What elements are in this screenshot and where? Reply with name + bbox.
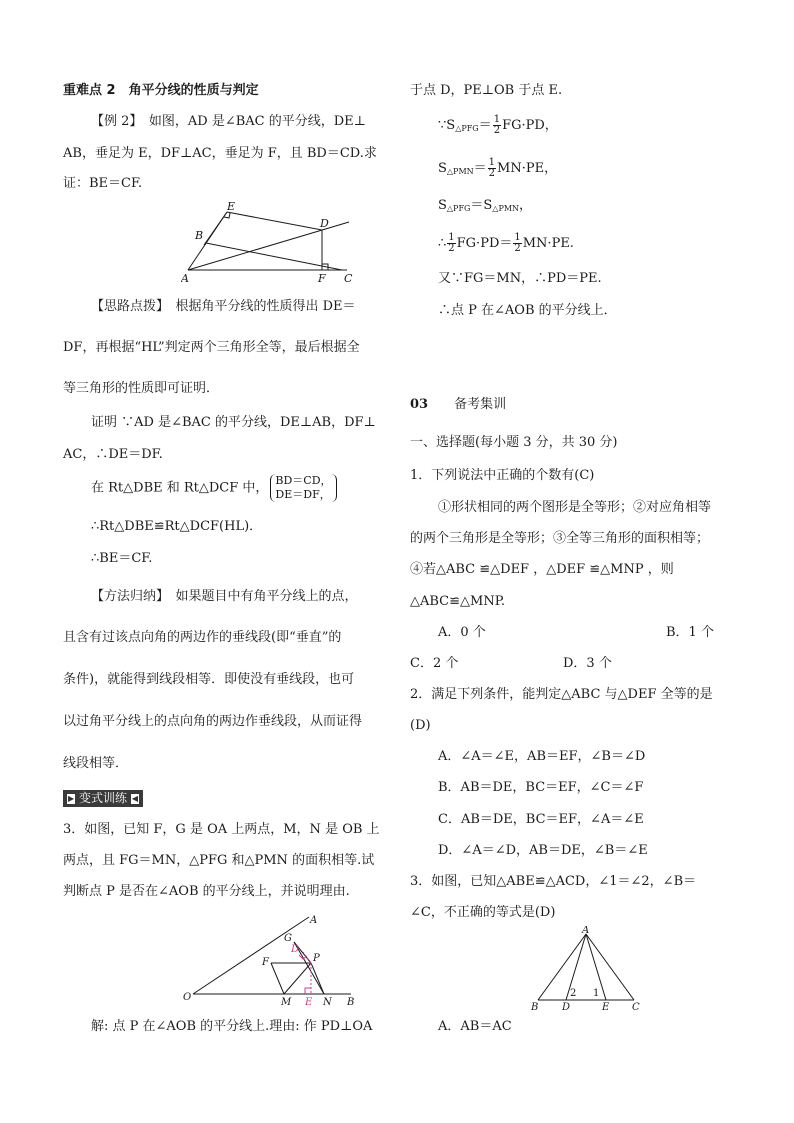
fig1-label-b: B: [195, 229, 204, 242]
fig1-seg-eb: [204, 212, 227, 245]
eq4-tail: MN·PE.: [522, 236, 574, 251]
fig2-label-p: P: [313, 953, 320, 964]
proof-conclusion: ∴BE＝CF.: [91, 551, 153, 566]
fig3-label-e: E: [602, 1002, 610, 1013]
fraction-numerator: 1: [488, 157, 496, 168]
equation-1: [438, 115, 558, 138]
eq4-half-fraction-1: [447, 233, 455, 254]
q2-option-d: D．∠A＝∠D，AB＝DE，∠B＝∠E: [438, 843, 648, 858]
fig1-label-c: C: [344, 272, 353, 285]
section-number: 03: [410, 397, 429, 412]
fig3-side-ab: [538, 934, 586, 1000]
fig3-label-c: C: [632, 1002, 640, 1013]
eq3-part-a: S: [438, 198, 447, 213]
method-line-5: 线段相等．: [63, 756, 129, 771]
fig1-seg-ed: [227, 212, 322, 230]
section-title: 备考集训: [454, 397, 507, 412]
proof-brace-line-2: DE＝DF，: [275, 488, 331, 501]
fraction-denominator: 2: [493, 125, 501, 136]
figure-triangle-bisector: [181, 200, 356, 285]
method-line-4: 以过角平分线上的点向角的两边作垂线段，从而证得: [63, 714, 363, 729]
variant-tag-label: 变式训练: [78, 791, 127, 805]
section-header: [410, 396, 506, 414]
proof-brace-line-1: BD＝CD，: [275, 474, 332, 487]
proof-line-2: AC，∴DE＝DF.: [63, 447, 163, 462]
fraction-numerator: 1: [448, 232, 455, 243]
fig2-label-o: O: [183, 992, 192, 1003]
q2-option-a: A．∠A＝∠E，AB＝EF，∠B＝∠D: [438, 749, 646, 764]
proof-congruent: ∴Rt△DBE≌Rt△DCF(HL)．: [91, 519, 263, 534]
fig2-label-m: M: [281, 997, 292, 1007]
fraction-denominator: 2: [514, 243, 521, 254]
fig2-label-b: B: [347, 997, 355, 1007]
equation-4: [438, 233, 574, 254]
eq1-equals: ＝: [478, 118, 492, 133]
q3r-option-a: A．AB＝AC: [438, 1019, 512, 1034]
fig3-label-b: B: [531, 1002, 539, 1013]
fig2-seg-fm: [271, 963, 284, 994]
fig2-seg-np: [311, 963, 324, 994]
figure-angle-bisector-p: [181, 912, 361, 1007]
fig1-label-a: A: [181, 272, 189, 285]
q2-line-1: 2．满足下列条件，能判定△ABC 与△DEF 全等的是: [410, 687, 713, 702]
fig2-label-f: F: [262, 957, 269, 968]
q1-line-3: 的两个三角形是全等形；③全等三角形的面积相等；: [410, 531, 710, 546]
fig2-label-g: G: [284, 933, 292, 944]
q3-line-1: 3．如图，已知 F，G 是 OA 上两点，M，N 是 OB 上: [63, 822, 380, 837]
q1-option-d: D．3 个: [563, 656, 612, 671]
fig2-label-a: A: [310, 915, 318, 926]
method-line-1: 【方法归纳】 如果题目中有角平分线上的点，: [91, 589, 358, 604]
fig3-label-angle-2: 2: [570, 988, 577, 999]
eq3-subscript-1: △PFG: [446, 204, 471, 213]
eq2-equals: ＝: [473, 161, 487, 176]
eq2-tail: MN·PE，: [497, 161, 558, 176]
method-line-3: 条件)，就能得到线段相等．即使没有垂线段，也可: [63, 672, 355, 687]
fig3-label-a: A: [582, 926, 590, 936]
proof-brace: [270, 474, 336, 502]
answer-line: 解: 点 P 在∠AOB 的平分线上.理由: 作 PD⊥OA: [91, 1019, 373, 1034]
eq1-prefix: ∵S: [438, 118, 456, 133]
fig1-label-e: E: [227, 200, 236, 213]
play-right-icon: ▶: [68, 794, 75, 803]
q1-line-2: ①形状相同的两个图形是全等形；②对应角相等: [438, 500, 712, 515]
fraction-denominator: 2: [488, 168, 496, 179]
fig1-label-f: F: [318, 272, 326, 285]
eq1-half-fraction: [493, 115, 501, 136]
eq4-half-fraction-2: [513, 233, 521, 254]
q3-line-3: 判断点 P 是否在∠AOB 的平分线上，并说明理由.: [63, 884, 350, 899]
proof-rt-line: [91, 474, 339, 502]
fig2-ray-oa: [193, 917, 309, 994]
hint-line-3: 等三角形的性质即可证明．: [63, 381, 220, 396]
fraction-denominator: 2: [448, 243, 455, 254]
eq3-subscript-2: △PMN: [492, 204, 520, 213]
fig2-seg-mp: [284, 963, 311, 994]
equation-3: [438, 197, 532, 218]
eq4-middle: FG·PD＝: [456, 236, 513, 251]
hint-line-2: DF，再根据“HL”判定两个三角形全等，最后根据全: [63, 340, 360, 355]
fig2-label-n: N: [323, 997, 332, 1007]
part-title: 一、选择题(每小题 3 分，共 30 分): [410, 435, 618, 450]
eq2-prefix: S: [438, 161, 447, 176]
variant-tag-row: [63, 790, 143, 808]
hint-line-1: 【思路点拨】 根据角平分线的性质得出 DE＝: [91, 299, 356, 314]
equation-2: [438, 158, 557, 181]
eq3-part-c: ，: [519, 198, 533, 213]
play-left-icon: ◀: [131, 794, 138, 803]
variant-tag: [63, 790, 143, 807]
q1-option-c: C．2 个: [410, 656, 459, 671]
proof-rt-prefix: 在 Rt△DBE 和 Rt△DCF 中，: [91, 480, 269, 496]
example-line-2: AB，垂足为 E，DF⊥AC，垂足为 F，且 BD＝CD.求: [63, 146, 377, 161]
q3-line-2: 两点，且 FG＝MN，△PFG 和△PMN 的面积相等.试: [63, 853, 375, 868]
q2-option-b: B．AB＝DE，BC＝EF，∠C＝∠F: [438, 780, 644, 795]
eq2-subscript: △PMN: [446, 167, 474, 176]
example-line-1: 【例 2】 如图，AD 是∠BAC 的平分线，DE⊥: [91, 114, 366, 129]
fraction-numerator: 1: [493, 114, 501, 125]
fig3-label-d: D: [562, 1002, 571, 1013]
eq1-tail: FG·PD，: [502, 118, 558, 133]
fraction-numerator: 1: [514, 232, 521, 243]
method-line-2: 且含有过该点向角的两边作的垂线段(即“垂直”的: [63, 630, 342, 645]
fig2-label-e: E: [305, 997, 313, 1007]
eq2-half-fraction: [488, 158, 496, 179]
q2-option-c: C．AB＝DE，BC＝EF，∠A＝∠E: [438, 812, 644, 827]
equation-6: ∴点 P 在∠AOB 的平分线上．: [438, 303, 617, 318]
fig2-right-angle-e: [305, 988, 311, 994]
q1-line-1: 1．下列说法中正确的个数有(C): [410, 468, 595, 483]
eq3-part-b: ＝S: [470, 198, 493, 213]
answer-continuation: 于点 D，PE⊥OB 于点 E.: [410, 83, 563, 98]
q1-line-5: △ABC≌△MNP.: [410, 594, 505, 609]
q1-option-a: A．0 个: [438, 625, 486, 640]
q1-line-4: ④若△ABC ≌△DEF ，△DEF ≌△MNP ，则: [410, 562, 674, 577]
q3r-line-1: 3．如图，已知△ABE≌△ACD，∠1＝∠2，∠B＝: [410, 874, 697, 889]
example-line-3: 证：BE＝CF.: [63, 176, 143, 191]
fig1-label-d: D: [320, 217, 329, 230]
section-heading: 重难点 2 角平分线的性质与判定: [63, 83, 259, 98]
figure-isosceles-triangle: [530, 926, 645, 1014]
proof-line-1: 证明 ∵AD 是∠BAC 的平分线，DE⊥AB，DF⊥: [91, 415, 376, 430]
eq1-subscript: △PFG: [455, 124, 479, 133]
q2-line-2: (D): [410, 718, 431, 733]
q1-option-b: B．1 个: [666, 625, 714, 640]
fig2-label-d: D: [291, 944, 300, 955]
equation-5: 又∵FG＝MN，∴PD＝PE.: [438, 271, 602, 286]
q3r-line-2: ∠C，不正确的等式是(D): [410, 905, 556, 920]
eq4-prefix: ∴: [438, 236, 447, 251]
fig3-label-angle-1: 1: [593, 988, 600, 999]
